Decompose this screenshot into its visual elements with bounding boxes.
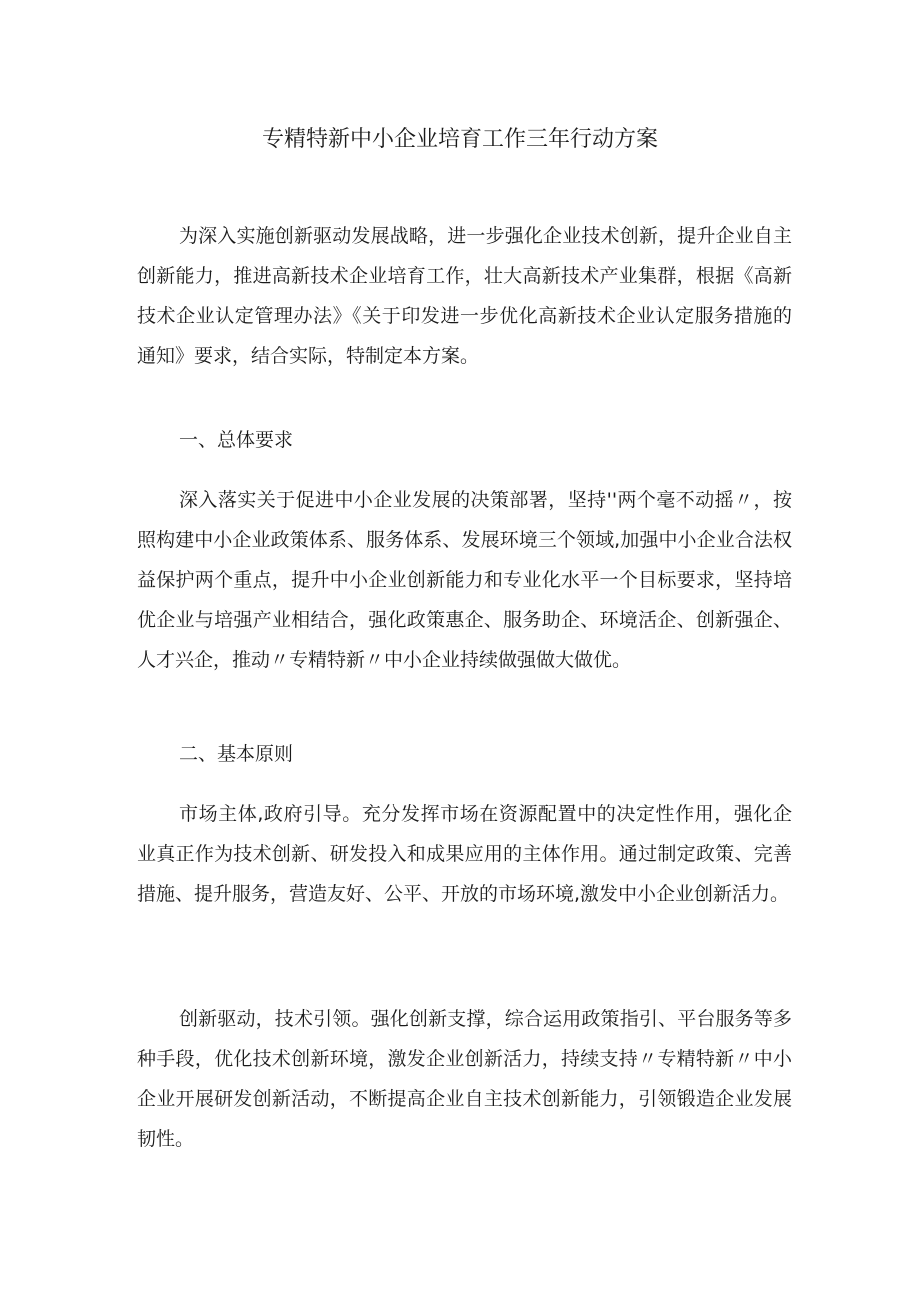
- principle-innovation-paragraph: 创新驱动，技术引领。强化创新支撑，综合运用政策指引、平台服务等多种手段，优化技术创新环境，激发企业创新活力，持续支持〃专精特新〃中小企业开展研发创新活动，不断提高企业自主技术创新能力，引领锻造企业发展韧性。: [137, 1008, 792, 1150]
- principle-market-paragraph: 市场主体,政府引导。充分发挥市场在资源配置中的决定性作用，强化企业真正作为技术创新、研发投入和成果应用的主体作用。通过制定政策、完善措施、提升服务，营造友好、公平、开放的市场环境,激发中小企业创新活力。: [137, 803, 792, 905]
- general-requirements-paragraph: 深入落实关于促进中小企业发展的决策部署，坚持''两个毫不动摇〃，按照构建中小企业政策体系、服务体系、发展环境三个领域,加强中小企业合法权益保护两个重点，提升中小企业创新能力和专业化水平一个目标要求，坚持培优企业与培强产业相结合，强化政策惠企、服务助企、环境活企、创新强企、人才兴企，推动〃专精特新〃中小企业持续做强做大做优。: [137, 489, 792, 671]
- intro-paragraph: 为深入实施创新驱动发展战略，进一步强化企业技术创新，提升企业自主创新能力，推进高新技术企业培育工作，壮大高新技术产业集群，根据《高新技术企业认定管理办法》《关于印发进一步优化高新技术企业认定服务措施的通知》要求，结合实际，特制定本方案。: [137, 225, 792, 367]
- section-heading-basic-principles: 二、基本原则: [179, 743, 294, 765]
- document-title: 专精特新中小企业培育工作三年行动方案: [261, 127, 658, 152]
- section-heading-general-requirements: 一、总体要求: [179, 429, 294, 451]
